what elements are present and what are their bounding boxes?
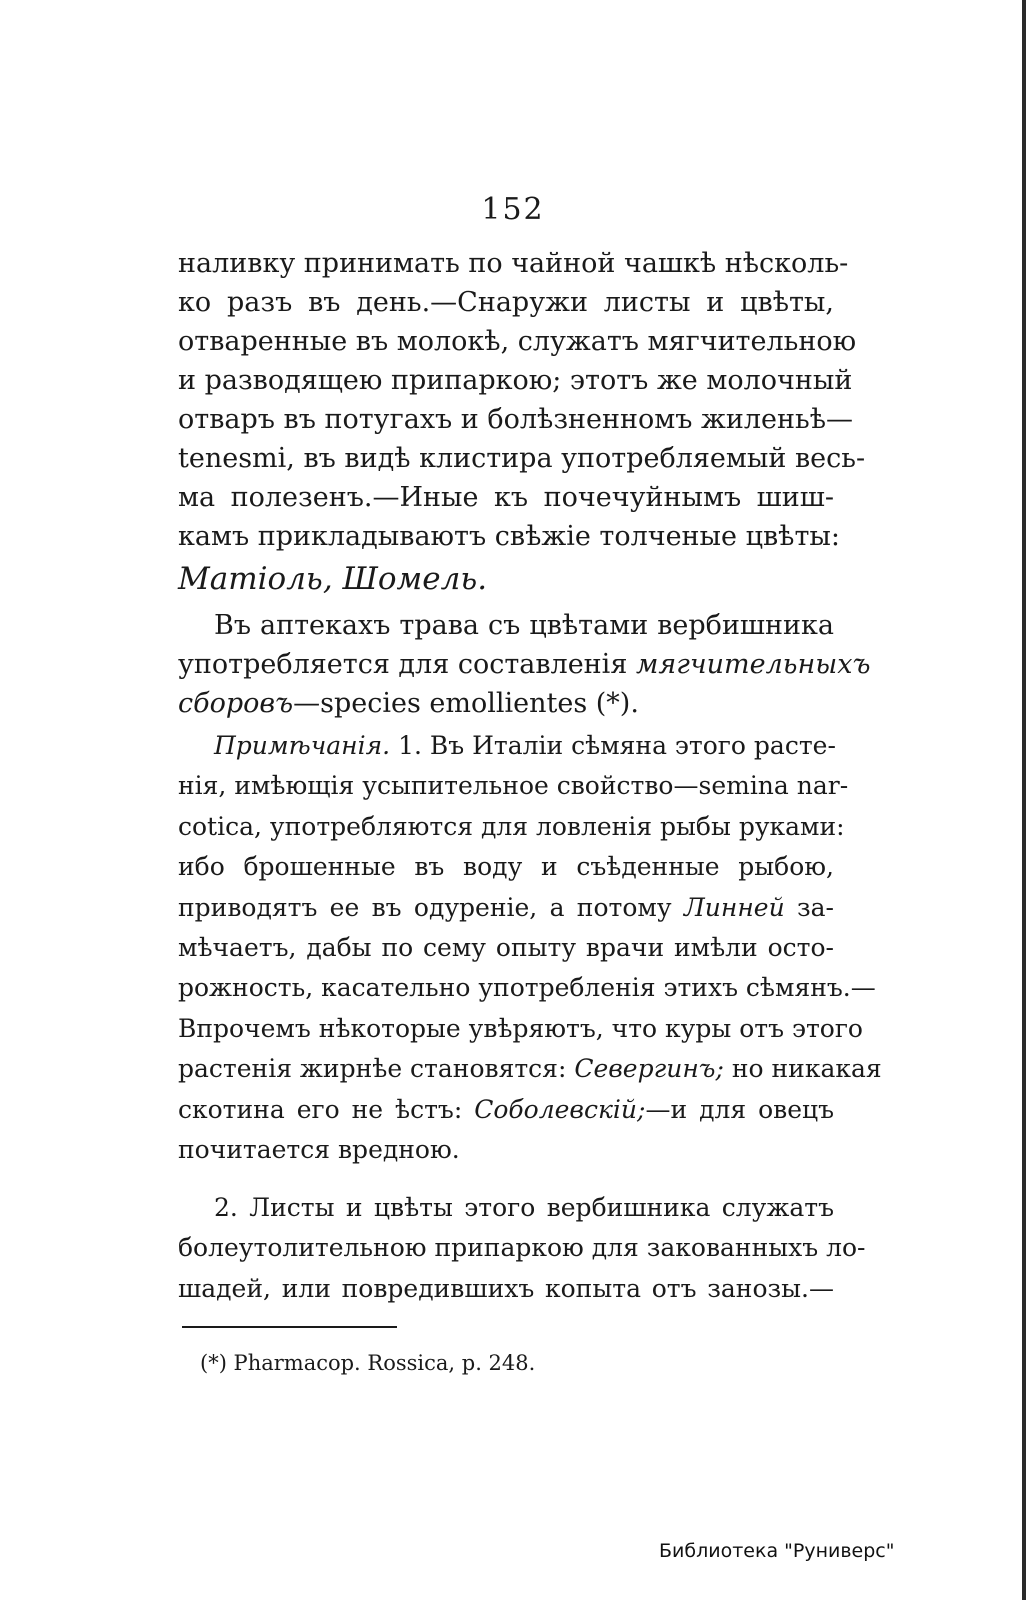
text-line: камъ прикладываютъ свѣжіе толченые цвѣты:: [178, 521, 840, 552]
text-line: отваръ въ потугахъ и болѣзненномъ жиленьѣ—: [178, 404, 853, 435]
text-line: ма полезенъ.—Иные къ почечуйнымъ шиш-: [178, 482, 834, 513]
text-line: 2. Листы и цвѣты этого вербишника служатъ: [214, 1193, 834, 1222]
text-line: нія, имѣющія усыпительное свойство—semina nar-: [178, 771, 849, 801]
italic-term: мягчительныхъ: [635, 649, 871, 680]
text-line: [178, 888, 834, 928]
line-text: —и для овецъ: [645, 1094, 834, 1124]
notes-heading: Примѣчанія.: [214, 731, 391, 760]
page-right-edge: [1022, 0, 1026, 1600]
line-text: растенія жирнѣе становятся:: [178, 1054, 575, 1084]
text-line: мѣчаетъ, дабы по сему опыту врачи имѣли осто-: [178, 932, 834, 962]
line-text: скотина его не ѣстъ:: [178, 1094, 475, 1124]
line-text: употребляется для составленія: [178, 649, 636, 680]
text-line: шадей, или повредившихъ копыта отъ занозы.—: [178, 1273, 834, 1303]
text-line: [178, 1049, 882, 1089]
text-line: рожность, касательно употребленія этихъ сѣмянъ.—: [178, 973, 876, 1003]
italic-name: Севергинъ;: [574, 1054, 724, 1084]
footnote: (*) Pharmacop. Rossica, p. 248.: [200, 1351, 536, 1375]
page-number: 152: [481, 192, 545, 227]
text-line: отваренные въ молокѣ, служатъ мягчительною: [178, 326, 857, 357]
library-watermark: Библиотека "Руниверс": [659, 1540, 895, 1562]
text-line: [178, 726, 834, 766]
text-line: почитается вредною.: [178, 1134, 460, 1164]
text-line: и разводящею припаркою; этотъ же молочный: [178, 365, 853, 396]
line-text: 1. Въ Италіи сѣмяна этого расте-: [390, 731, 836, 760]
text-line: [178, 684, 834, 723]
italic-term: сборовъ: [178, 688, 294, 719]
line-text: но никакая: [723, 1054, 882, 1084]
text-line: ибо брошенные въ воду и съѣденные рыбою,: [178, 852, 834, 882]
paragraph-2: [178, 606, 871, 723]
text-line: tenesmi, въ видѣ клистира употребляемый весь-: [178, 443, 866, 474]
footnote-divider: [182, 1326, 397, 1328]
line-text: за-: [784, 892, 834, 922]
text-line: болеутолительною припаркою для закованныхъ ло-: [178, 1233, 866, 1263]
line-text: приводятъ ее въ одуреніе, а потому: [178, 892, 684, 922]
italic-name: Линней: [683, 892, 785, 922]
text-line: [178, 645, 871, 684]
text-line: [178, 1090, 834, 1130]
paragraph-4: [178, 1188, 866, 1309]
text-line: наливку принимать по чайной чашкѣ нѣсколь-: [178, 248, 849, 279]
text-line: Въ аптекахъ трава съ цвѣтами вербишника: [214, 610, 834, 641]
text-line: ко разъ въ день.—Снаружи листы и цвѣты,: [178, 287, 834, 318]
notes-paragraph: [178, 726, 882, 1170]
text-line: cotica, употребляются для ловленія рыбы руками:: [178, 811, 845, 841]
italic-name: Соболевскій;: [474, 1094, 646, 1124]
paragraph-1: [178, 244, 866, 602]
text-line: Впрочемъ нѣкоторые увѣряютъ, что куры отъ этого: [178, 1013, 863, 1043]
authors-citation: Матіоль, Шомель.: [178, 561, 488, 597]
line-text: —species emollientes (*).: [293, 688, 639, 719]
